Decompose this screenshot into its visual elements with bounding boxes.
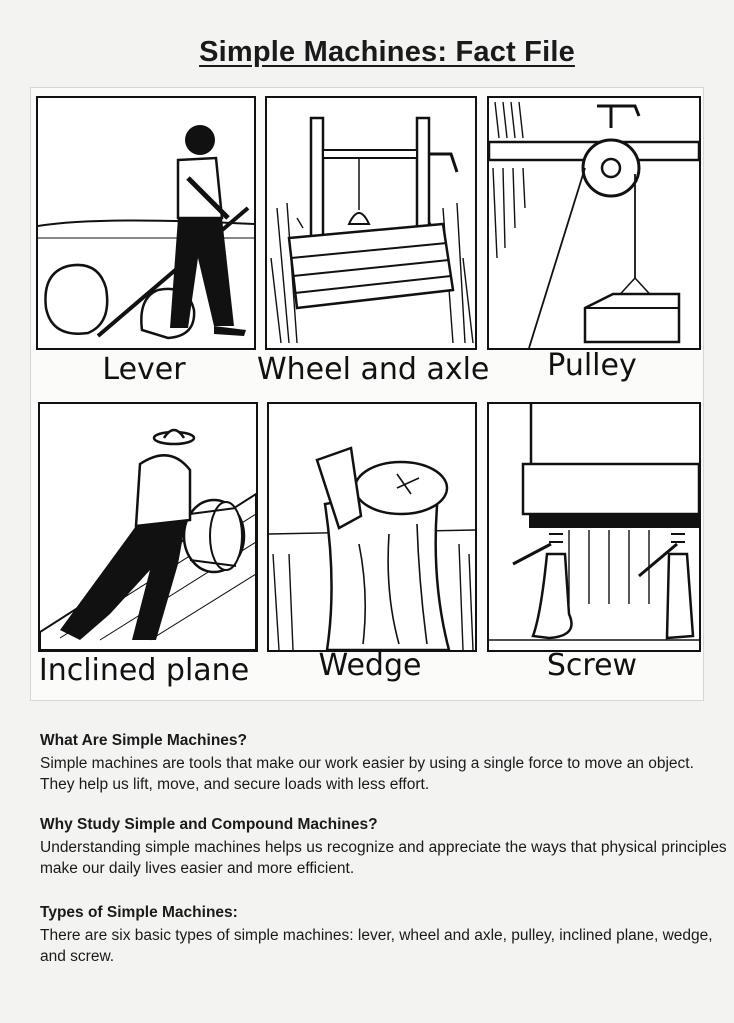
pulley-illustration [487, 96, 701, 350]
section-why-study [40, 816, 730, 879]
pulley-caption: Pulley [547, 348, 637, 383]
section-heading: Why Study Simple and Compound Machines? [40, 816, 378, 833]
section-what-are-simple-machines [40, 732, 730, 795]
illustration-sheet [30, 87, 704, 701]
pulley-drawing [489, 98, 699, 348]
wheel-and-axle-drawing [267, 98, 475, 348]
lever-drawing [38, 98, 254, 348]
section-body: Simple machines are tools that make our work easier by using a single force to move an object. They help us lift, move, and secure loads with less effort. [40, 755, 694, 793]
screw-illustration [487, 402, 701, 652]
screw-drawing [489, 404, 699, 650]
page-title: Simple Machines: Fact File [199, 36, 575, 68]
wedge-drawing [269, 404, 475, 650]
wheel-and-axle-illustration [265, 96, 477, 350]
section-heading: Types of Simple Machines: [40, 904, 238, 921]
wedge-caption: Wedge [318, 648, 422, 683]
inclined-plane-illustration [38, 402, 258, 652]
screw-caption: Screw [546, 648, 638, 683]
lever-caption: Lever [102, 352, 186, 387]
section-types [40, 904, 730, 967]
wedge-illustration [267, 402, 477, 652]
inclined-plane-drawing [40, 404, 256, 650]
section-heading: What Are Simple Machines? [40, 732, 247, 749]
section-body: Understanding simple machines helps us recognize and appreciate the ways that physical principles make our daily lives easier and more efficient. [40, 839, 727, 877]
section-body: There are six basic types of simple machines: lever, wheel and axle, pulley, inclined plane, wedge, and screw. [40, 927, 713, 965]
wheel-and-axle-caption: Wheel and axle [257, 352, 490, 387]
inclined-plane-caption: Inclined plane [38, 653, 250, 688]
lever-illustration [36, 96, 256, 350]
